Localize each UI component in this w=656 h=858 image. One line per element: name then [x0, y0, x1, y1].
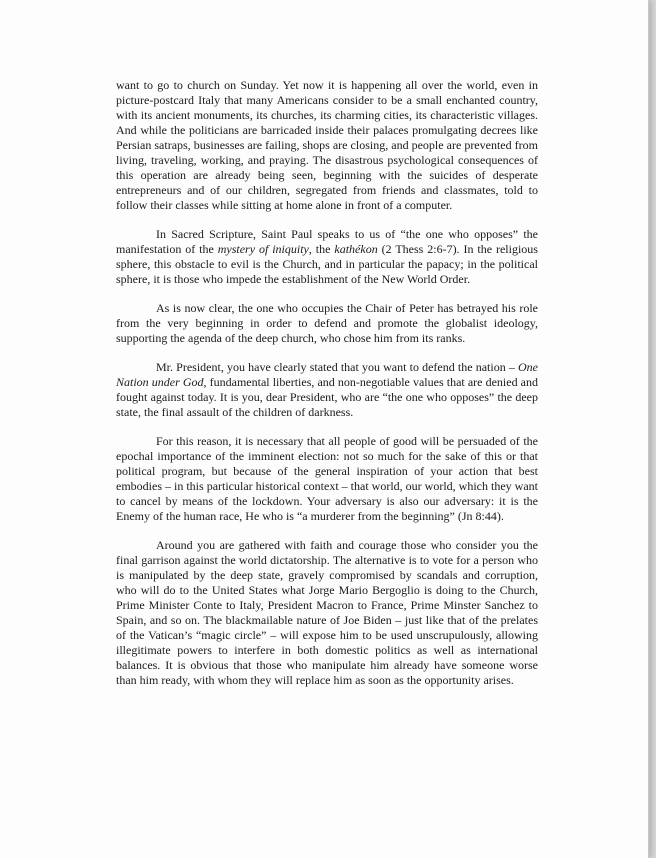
paragraph — [116, 78, 538, 213]
paragraph — [116, 227, 538, 287]
italic-text: One Nation under God — [116, 360, 538, 389]
paragraph — [116, 434, 538, 524]
paragraph — [116, 538, 538, 688]
text-run: , fundamental liberties, and non-negotiable values that are denied and fought against today. It is you, dear President, who are “the one who opposes” the deep state, the final assault of the children of darkness. — [116, 375, 538, 419]
text-run: In Sacred Scripture, Saint Paul speaks to us of “the one who opposes” the manifestation of the — [116, 227, 538, 256]
paragraph — [116, 360, 538, 420]
text-run: Around you are gathered with faith and courage those who consider you the final garrison against the world dictatorship. The alternative is to vote for a person who is manipulated by the deep state, gravely compromised by scandals and corruption, who will do to the United States what Jorge Mario Bergoglio is doing to the Church, Prime Minister Conte to Italy, President Macron to France, Prime Minster Sanchez to Spain, and so on. The blackmailable nature of Joe Biden – just like that of the prelates of the Vatican’s “magic circle” – will expose him to be used unscrupulously, allowing illegitimate powers to interfere in both domestic politics as well as international balances. It is obvious that those who manipulate him already have someone worse than him ready, with whom they will replace him as soon as the opportunity arises. — [116, 538, 538, 687]
italic-text: mystery of iniquity — [217, 242, 309, 256]
italic-text: kathékon — [334, 242, 378, 256]
document-body — [116, 78, 538, 702]
text-run: (2 Thess 2:6-7). In the religious sphere, this obstacle to evil is the Church, and in particular the papacy; in the political sphere, it is those who impede the establishment of the New World Order. — [116, 242, 538, 286]
text-run: Mr. President, you have clearly stated that you want to defend the nation – — [156, 360, 518, 374]
text-run: For this reason, it is necessary that all people of good will be persuaded of the epochal importance of the imminent election: not so much for the sake of this or that political program, but because of the general inspiration of your action that best embodies – in this particular historical context – that world, our world, which they want to cancel by means of the lockdown. Your adversary is also our adversary: it is the Enemy of the human race, He who is “a murderer from the beginning” (Jn 8:44). — [116, 434, 538, 523]
paragraph — [116, 301, 538, 346]
text-run: , the — [308, 242, 335, 256]
text-run: want to go to church on Sunday. Yet now it is happening all over the world, even in picture-postcard Italy that many Americans consider to be a small enchanted country, with its ancient monuments, its churches, its charming cities, its characteristic villages. And while the politicians are barricaded inside their palaces promulgating decrees like Persian satraps, businesses are failing, shops are closing, and people are prevented from living, traveling, working, and praying. The disastrous psychological consequences of this operation are already being seen, beginning with the suicides of desperate entrepreneurs and of our children, segregated from friends and classmates, told to follow their classes while sitting at home alone in front of a computer. — [116, 78, 538, 212]
text-run: As is now clear, the one who occupies the Chair of Peter has betrayed his role from the very beginning in order to defend and promote the globalist ideology, supporting the agenda of the deep church, who chose him from its ranks. — [116, 301, 538, 345]
